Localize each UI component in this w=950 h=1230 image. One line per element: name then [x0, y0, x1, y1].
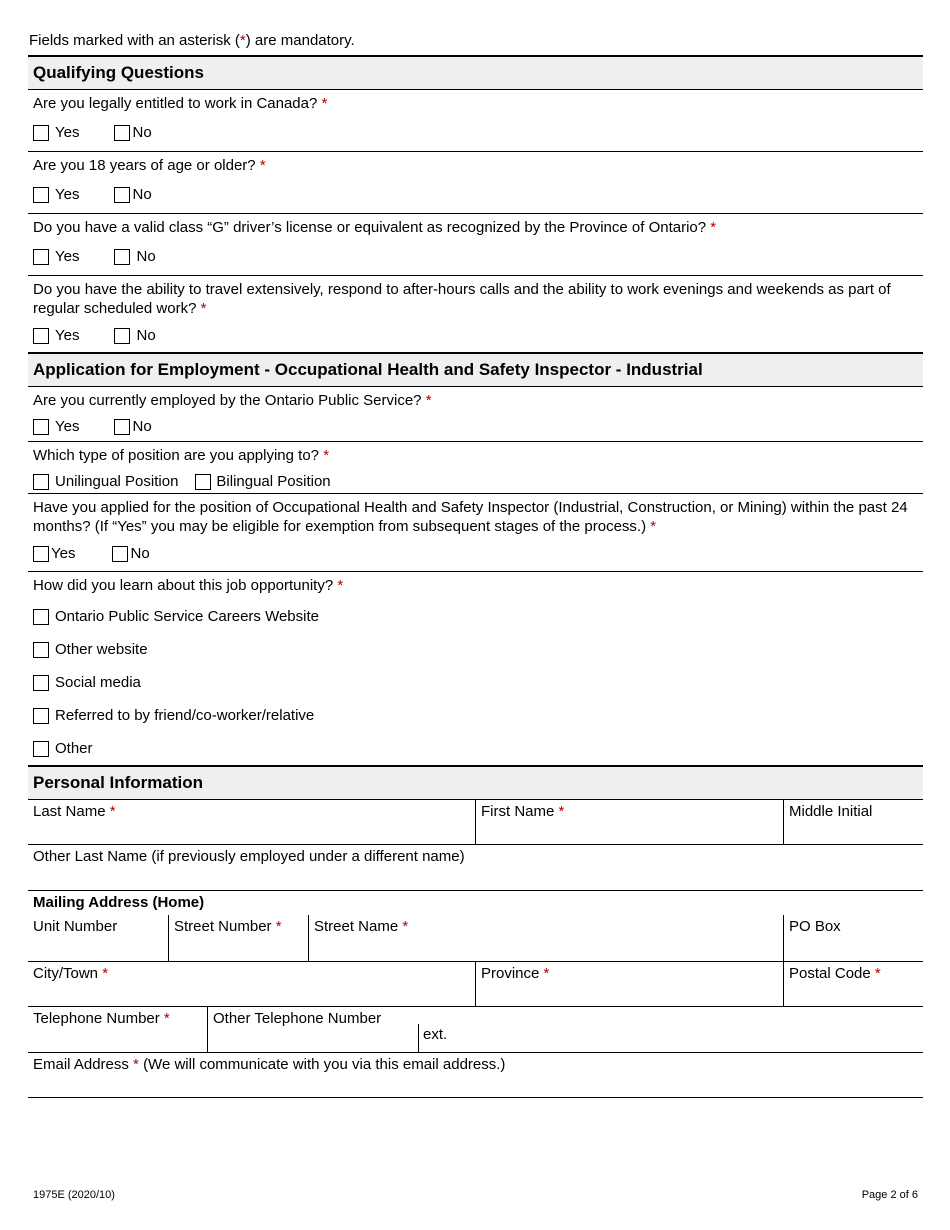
- other-last-name-input[interactable]: [33, 865, 918, 883]
- ext-cell: [418, 1024, 447, 1052]
- checkbox[interactable]: [195, 474, 211, 490]
- other-telephone-label: Other Telephone Number: [213, 1010, 382, 1027]
- checkbox[interactable]: [114, 187, 130, 203]
- question-drivers-license: Do you have a valid class “G” driver’s license or equivalent as recognized by the Province of Ontario? * Yes No: [28, 214, 923, 276]
- city-cell: City/Town *: [28, 962, 475, 1006]
- street-name-input[interactable]: [314, 935, 778, 953]
- question-currently-employed: Are you currently employed by the Ontario Public Service? * Yes No: [28, 387, 923, 442]
- street-number-cell: Street Number *: [168, 915, 308, 961]
- street-name-label: Street Name: [314, 918, 399, 935]
- option-bilingual[interactable]: Bilingual Position: [195, 473, 330, 490]
- last-name-label: Last Name: [33, 803, 106, 820]
- option-unilingual[interactable]: Unilingual Position: [33, 473, 178, 490]
- checkbox[interactable]: [33, 675, 49, 691]
- other-last-name-row: [28, 845, 923, 891]
- question-text: Are you currently employed by the Ontario Public Service?: [33, 392, 422, 409]
- question-text: How did you learn about this job opportunity?: [33, 577, 334, 594]
- checkbox[interactable]: [114, 125, 130, 141]
- po-box-cell: [783, 915, 923, 961]
- checkbox[interactable]: [33, 187, 49, 203]
- option-yes[interactable]: Yes: [33, 186, 79, 203]
- page-number: Page 2 of 6: [861, 1189, 918, 1201]
- checkbox[interactable]: [114, 249, 130, 265]
- checkbox[interactable]: [33, 125, 49, 141]
- form-id: 1975E (2020/10): [33, 1189, 115, 1201]
- option-no[interactable]: No: [114, 418, 151, 435]
- middle-initial-input[interactable]: [789, 820, 918, 838]
- question-text: Have you applied for the position of Occupational Health and Safety Inspector (Industrial, Construction, or Mining) within the past 24 months? (If “Yes” you may be eligible for exemption from subsequent stages of the process.): [33, 499, 908, 535]
- question-text: Are you 18 years of age or older?: [33, 157, 256, 174]
- postal-code-cell: Postal Code *: [783, 962, 923, 1006]
- question-text: Do you have a valid class “G” driver’s license or equivalent as recognized by the Province of Ontario?: [33, 219, 707, 236]
- option-no[interactable]: No: [112, 545, 149, 562]
- po-box-label: PO Box: [789, 918, 841, 935]
- middle-initial-label: Middle Initial: [789, 803, 873, 820]
- question-applied-previously: Have you applied for the position of Occupational Health and Safety Inspector (Industrial, Construction, or Mining) within the past 24 months? (If “Yes” you may be eligible for exemption from subsequent stages of the process.) * Yes No: [28, 494, 923, 572]
- question-legally-entitled: Are you legally entitled to work in Canada? * Yes No: [28, 90, 923, 152]
- name-row: [28, 800, 923, 845]
- option-yes[interactable]: Yes: [33, 248, 79, 265]
- ext-label: ext.: [423, 1026, 448, 1043]
- mandatory-note: Fields marked with an asterisk (*) are mandatory.: [29, 32, 355, 49]
- unit-number-input[interactable]: [33, 935, 163, 953]
- last-name-cell: Last Name *: [28, 800, 475, 844]
- question-text: Do you have the ability to travel extensively, respond to after-hours calls and the ability to work evenings and weekends as part of regular scheduled work?: [33, 281, 891, 317]
- option-other[interactable]: Other: [33, 740, 901, 757]
- option-referred[interactable]: Referred to by friend/co-worker/relative: [33, 707, 901, 724]
- email-cell: Email Address * (We will communicate with you via this email address.): [28, 1053, 923, 1097]
- checkbox[interactable]: [112, 546, 128, 562]
- email-label: Email Address: [33, 1056, 129, 1073]
- address-row: [28, 915, 923, 962]
- postal-code-label: Postal Code: [789, 965, 871, 982]
- question-position-type: Which type of position are you applying to? * Unilingual Position Bilingual Position: [28, 442, 923, 494]
- checkbox[interactable]: [33, 708, 49, 724]
- postal-code-input[interactable]: [789, 982, 918, 1000]
- option-no[interactable]: No: [114, 186, 151, 203]
- telephone-cell: Telephone Number *: [28, 1007, 207, 1052]
- section-application: Application for Employment - Occupational Health and Safety Inspector - Industrial: [28, 353, 923, 387]
- street-number-input[interactable]: [174, 935, 303, 953]
- telephone-label: Telephone Number: [33, 1010, 160, 1027]
- middle-initial-cell: [783, 800, 923, 844]
- telephone-row: [28, 1007, 923, 1053]
- other-last-name-label: Other Last Name (if previously employed under a different name): [33, 848, 465, 865]
- checkbox[interactable]: [33, 249, 49, 265]
- checkbox[interactable]: [33, 474, 49, 490]
- section-personal-information: Personal Information: [28, 767, 923, 800]
- unit-number-label: Unit Number: [33, 918, 118, 935]
- application-form: [28, 55, 923, 1098]
- other-telephone-cell: [207, 1007, 923, 1052]
- question-text: Are you legally entitled to work in Canada?: [33, 95, 318, 112]
- email-row: [28, 1053, 923, 1098]
- province-label: Province: [481, 965, 540, 982]
- mailing-address-heading: Mailing Address (Home): [33, 894, 205, 911]
- question-travel: Do you have the ability to travel extensively, respond to after-hours calls and the ability to work evenings and weekends as part of regular scheduled work? * Yes No: [28, 276, 923, 353]
- option-no[interactable]: No: [114, 327, 155, 344]
- street-number-label: Street Number: [174, 918, 272, 935]
- checkbox[interactable]: [33, 419, 49, 435]
- first-name-cell: First Name *: [475, 800, 783, 844]
- question-text: Which type of position are you applying to?: [33, 447, 320, 464]
- question-age: Are you 18 years of age or older? * Yes No: [28, 152, 923, 214]
- other-last-name-cell: [28, 845, 923, 890]
- checkbox[interactable]: [33, 328, 49, 344]
- checkbox[interactable]: [33, 546, 49, 562]
- section-qualifying-questions: Qualifying Questions: [28, 55, 923, 90]
- checkbox[interactable]: [33, 741, 49, 757]
- checkbox[interactable]: [33, 642, 49, 658]
- option-yes[interactable]: Yes: [33, 418, 79, 435]
- city-label: City/Town: [33, 965, 99, 982]
- email-input[interactable]: [33, 1073, 918, 1091]
- question-job-source: How did you learn about this job opportunity? * Ontario Public Service Careers Website Other website Social media Referred to by friend/co-worker/relative Other: [28, 572, 923, 767]
- telephone-input[interactable]: [33, 1027, 202, 1045]
- first-name-input[interactable]: [481, 820, 778, 838]
- unit-number-cell: [28, 915, 168, 961]
- province-cell: Province *: [475, 962, 783, 1006]
- city-input[interactable]: [33, 982, 470, 1000]
- option-ops-careers-website[interactable]: Ontario Public Service Careers Website: [33, 608, 901, 625]
- option-yes[interactable]: Yes: [33, 124, 79, 141]
- po-box-input[interactable]: [789, 935, 918, 953]
- first-name-label: First Name: [481, 803, 555, 820]
- street-name-cell: Street Name *: [308, 915, 783, 961]
- option-no[interactable]: No: [114, 124, 151, 141]
- province-input[interactable]: [481, 982, 778, 1000]
- city-row: [28, 962, 923, 1007]
- checkbox[interactable]: [114, 328, 130, 344]
- option-yes[interactable]: Yes: [33, 545, 75, 562]
- option-social-media[interactable]: Social media: [33, 674, 901, 691]
- option-yes[interactable]: Yes: [33, 327, 79, 344]
- checkbox[interactable]: [114, 419, 130, 435]
- option-no[interactable]: No: [114, 248, 155, 265]
- checkbox[interactable]: [33, 609, 49, 625]
- email-note: (We will communicate with you via this email address.): [143, 1056, 506, 1073]
- option-other-website[interactable]: Other website: [33, 641, 901, 658]
- last-name-input[interactable]: [33, 820, 470, 838]
